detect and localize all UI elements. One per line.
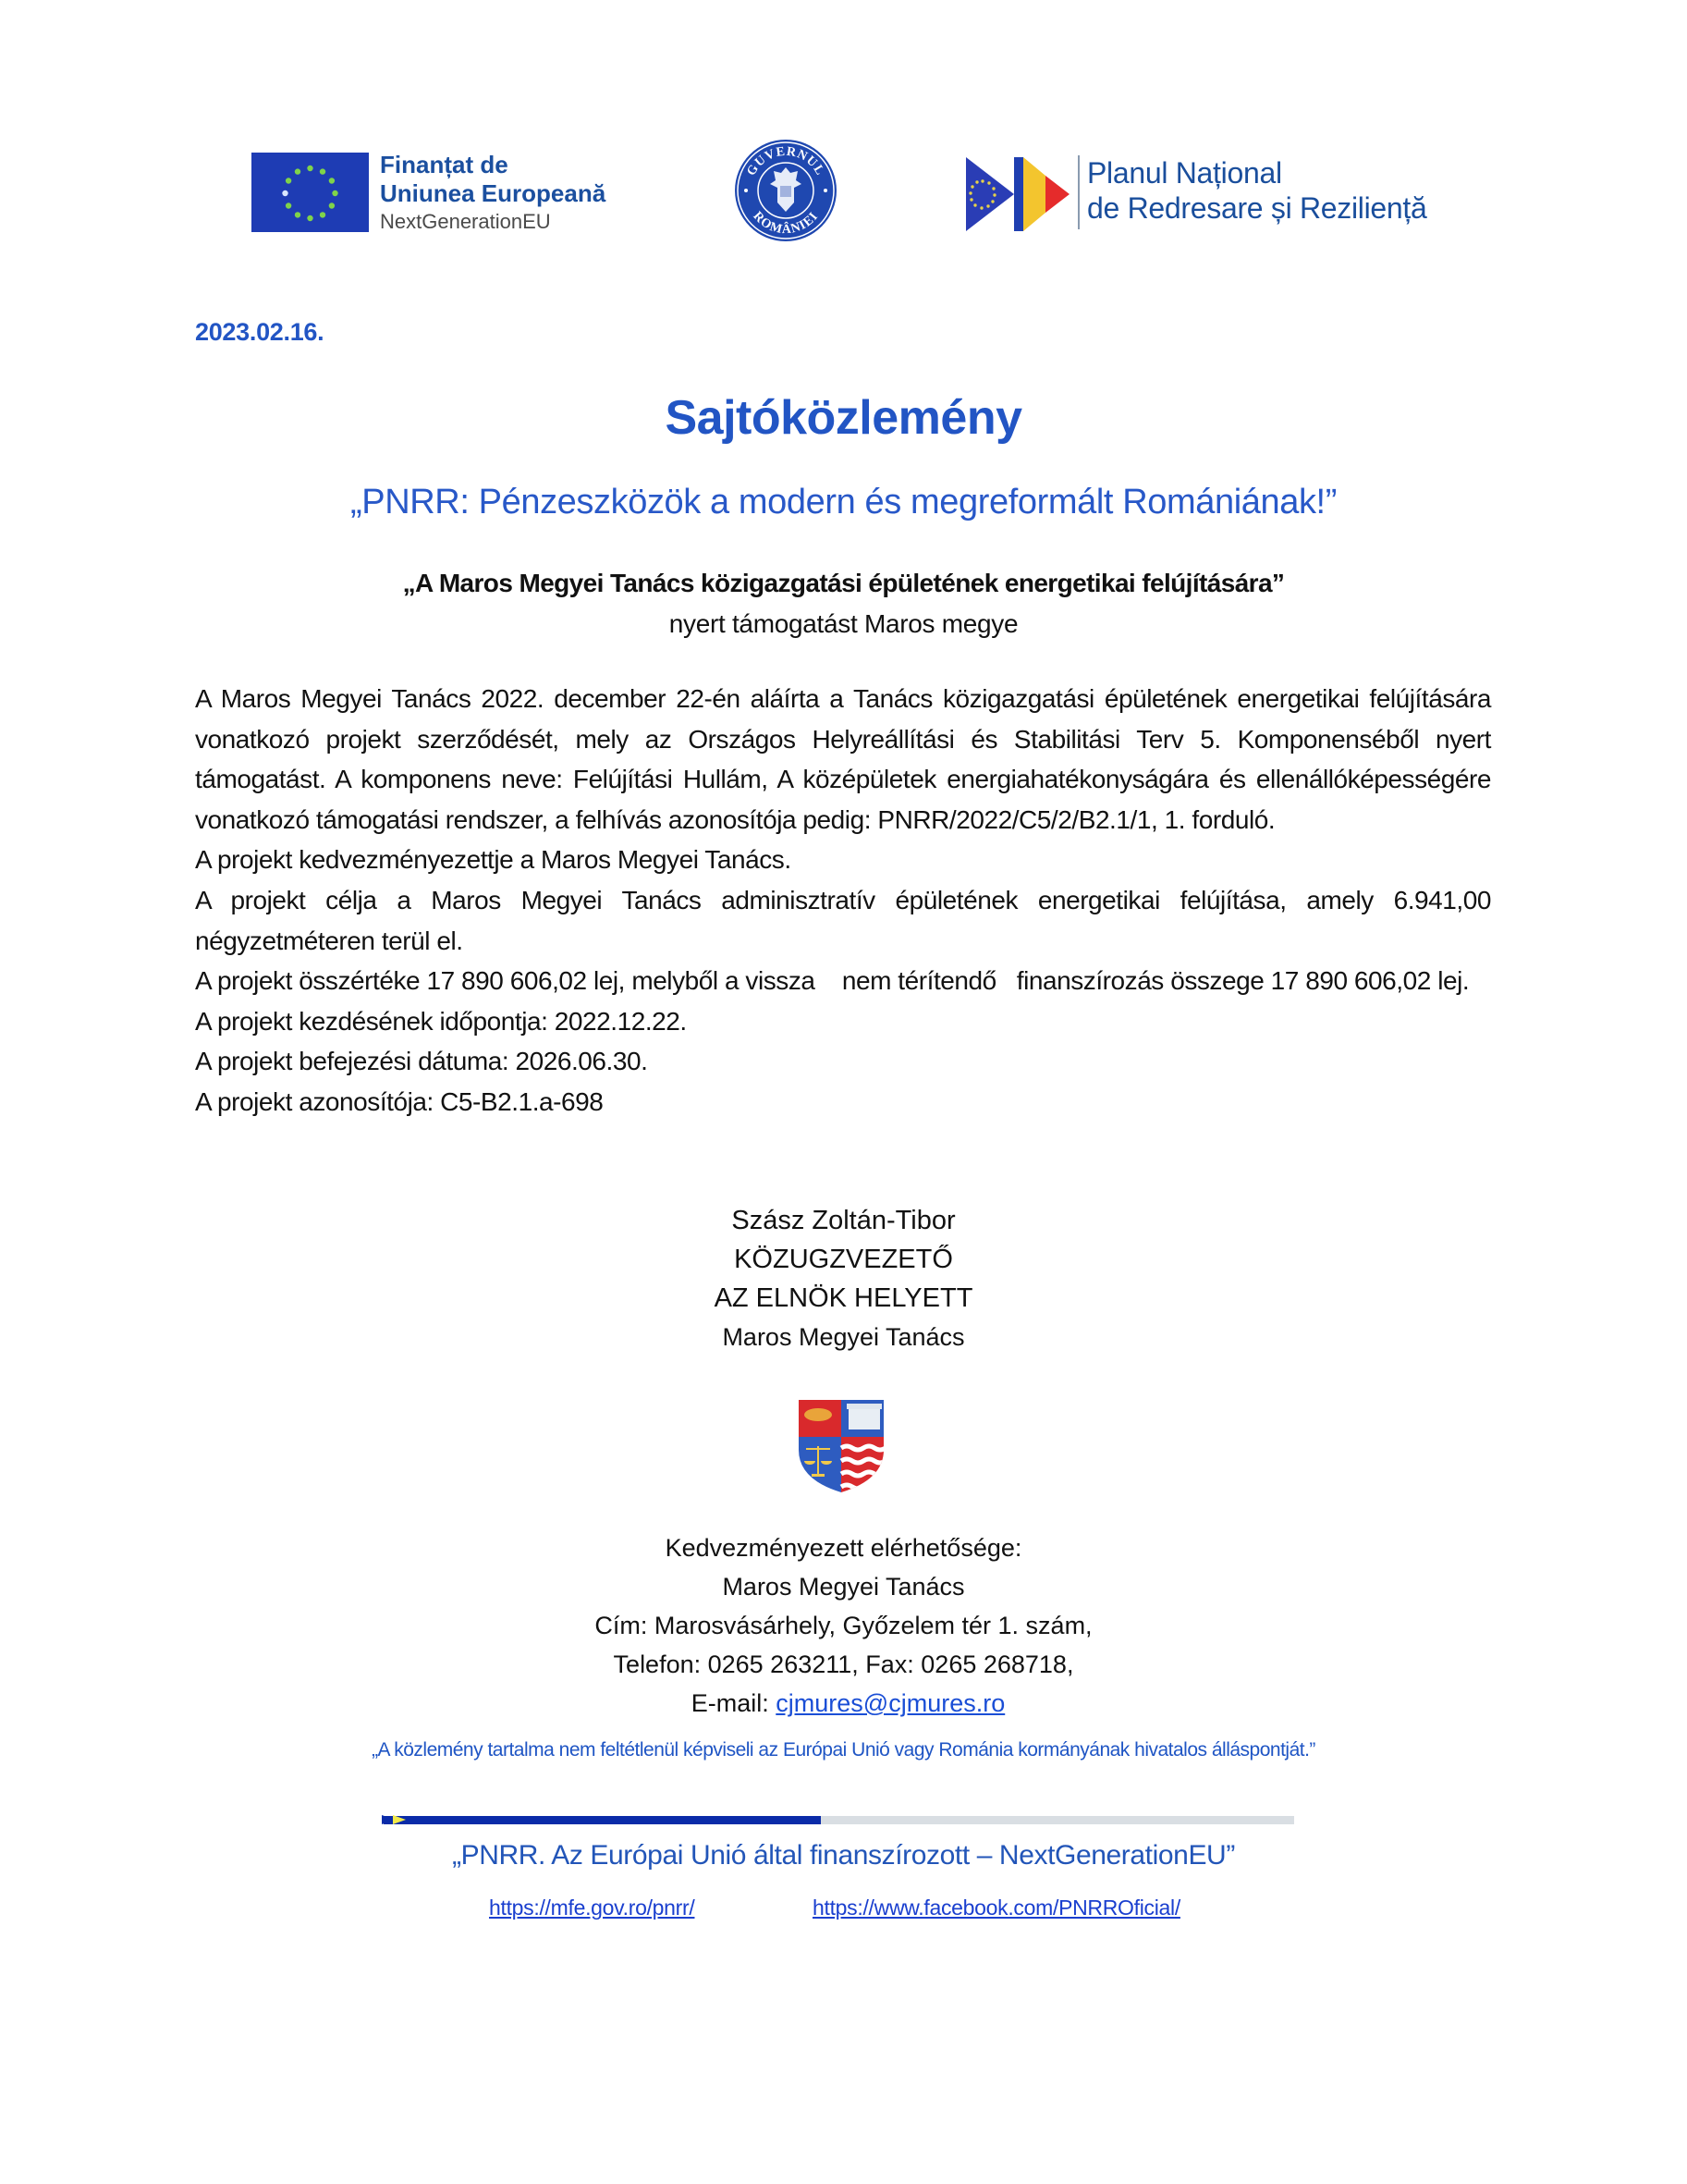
logo-divider [1078, 155, 1080, 229]
eu-funding-line-1: Finanțat de [380, 151, 508, 178]
svg-text:GUVERNUL: GUVERNUL [744, 144, 827, 178]
contact-heading: Kedvezményezett elérhetősége: [665, 1534, 1022, 1562]
page-subtitle: „PNRR: Pénzeszközök a modern és megreformált Romániának!” [350, 483, 1337, 521]
contact-organization: Maros Megyei Tanács [722, 1573, 965, 1601]
eu-funding-line-3: NextGenerationEU [380, 210, 551, 233]
mures-county-coat-of-arms-icon [795, 1394, 887, 1494]
footer-links [0, 1892, 1687, 1929]
signature-block [0, 1201, 1687, 1356]
end-date-line: A projekt befejezési dátuma: 2026.06.30. [195, 1047, 648, 1076]
svg-text:ROMÂNIEI: ROMÂNIEI [750, 209, 822, 238]
signatory-role-2: AZ ELNÖK HELYETT [714, 1283, 973, 1313]
pnrr-line-2: de Redresare și Reziliență [1087, 191, 1427, 225]
footer-arrow-yellow-icon [393, 1815, 406, 1824]
guvernul-romaniei-seal-icon [733, 138, 838, 243]
email-link[interactable]: cjmures@cjmures.ro [776, 1689, 1006, 1717]
contact-block [0, 1528, 1687, 1723]
pnrr-arrows-icon [966, 157, 1070, 231]
project-id-line: A projekt azonosítója: C5-B2.1.a-698 [195, 1086, 604, 1116]
contact-address: Cím: Marosvásárhely, Győzelem tér 1. szám, [594, 1612, 1093, 1639]
footer-bar-fill [384, 1816, 821, 1824]
footer-slogan: „PNRR. Az Európai Unió által finanszírozott – NextGenerationEU” [452, 1840, 1235, 1871]
eu-stars-circle [251, 153, 369, 232]
goal-paragraph: A projekt célja a Maros Megyei Tanács adminisztratív épületének energetikai felújítása, amely 6.941,00 négyzetméteren terül el. [195, 885, 1491, 955]
footer-progress-bar [384, 1816, 1294, 1824]
page-title: Sajtóközlemény [665, 391, 1022, 445]
signatory-organization: Maros Megyei Tanács [722, 1323, 965, 1351]
project-title: „A Maros Megyei Tanács közigazgatási épületének energetikai felújítására” [402, 569, 1285, 597]
project-subtitle: nyert támogatást Maros megye [668, 609, 1019, 638]
value-paragraph: A projekt összértéke 17 890 606,02 lej, melyből a vissza nem térítendő finanszírozás összege 17 890 606,02 lej. [195, 966, 1470, 996]
contact-email-line [0, 1684, 1687, 1723]
pnrr-logo-label [1087, 155, 1549, 226]
press-release-body [195, 679, 1491, 1123]
start-date-line: A projekt kezdésének időpontja: 2022.12.22. [195, 1006, 687, 1036]
signatory-role: KÖZUGZVEZETŐ [734, 1245, 953, 1274]
signatory-name: Szász Zoltán-Tibor [731, 1206, 956, 1235]
document-date: 2023.02.16. [195, 318, 324, 346]
eu-funding-line-2: Uniunea Europeană [380, 179, 606, 207]
beneficiary-line: A projekt kedvezményezettje a Maros Megyei Tanács. [195, 845, 791, 875]
eu-flag-icon [251, 153, 369, 232]
email-label: E-mail: [691, 1689, 776, 1717]
pnrr-line-1: Planul Național [1087, 156, 1282, 190]
contact-phone-fax: Telefon: 0265 263211, Fax: 0265 268718, [613, 1650, 1074, 1678]
eu-funding-label [380, 151, 657, 236]
intro-paragraph: A Maros Megyei Tanács 2022. december 22-én aláírta a Tanács közigazgatási épületének energetikai felújítására vonatkozó projekt szerződését, mely az Országos Helyreállítási és Stabilitási Terv 5. Komponenséből nyert támogatást. A komponens neve: Felújítási Hullám, A középületek energiahatékonyságára és ellenállóképességére vonatkozó támogatási rendszer, a felhívás azonosítója pedig: PNRR/2022/C5/2/B2.1/1, 1. forduló. [195, 684, 1491, 834]
disclaimer-text: „A közlemény tartalma nem feltétlenül képviseli az Európai Unió vagy Románia kormányának hivatalos álláspontját.” [372, 1739, 1315, 1761]
link-mfe-pnrr[interactable]: https://mfe.gov.ro/pnrr/ [489, 1896, 695, 1920]
link-facebook-pnrr[interactable]: https://www.facebook.com/PNRROficial/ [813, 1896, 1180, 1920]
